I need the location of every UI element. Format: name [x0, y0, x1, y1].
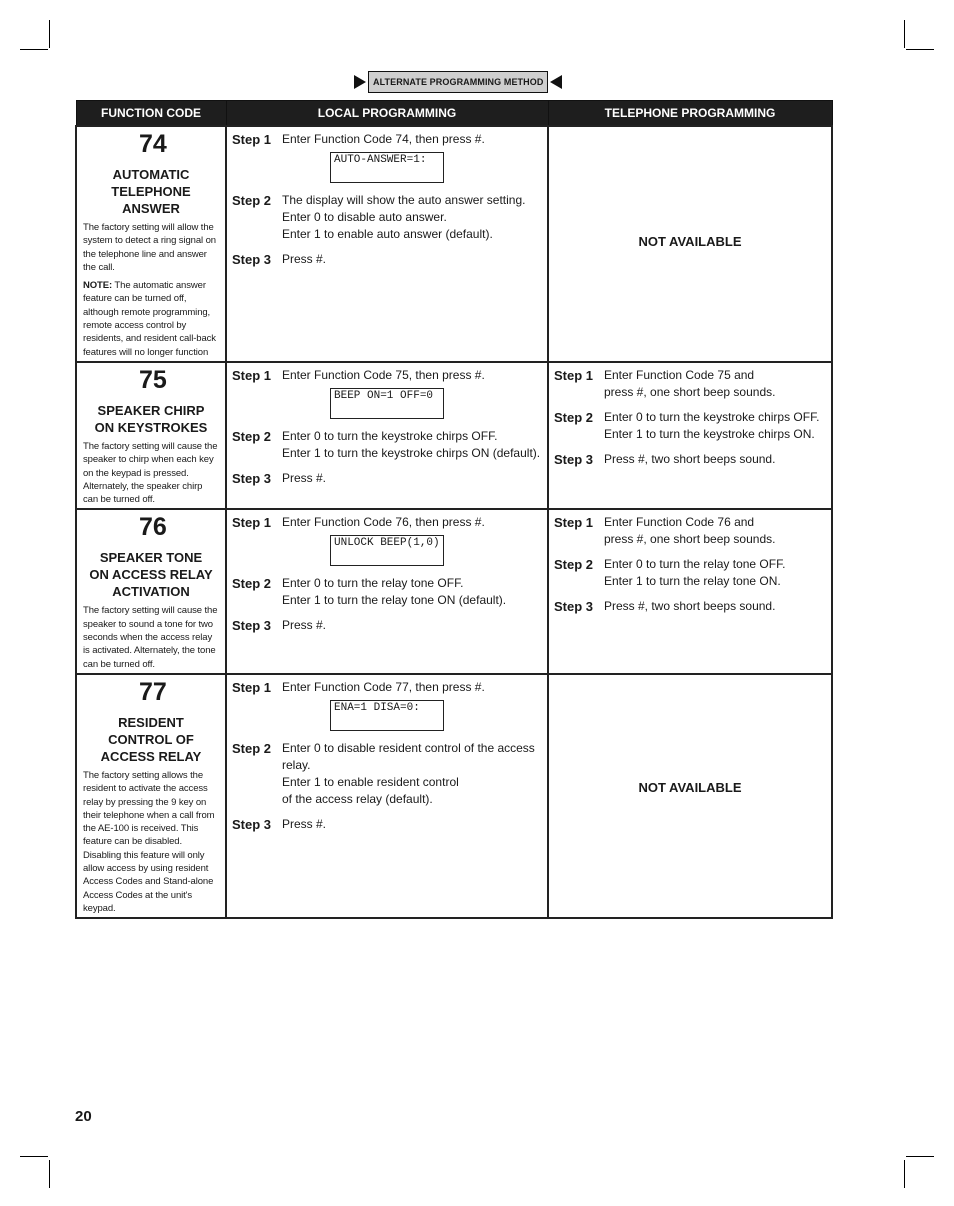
function-code-number: 75 [139, 365, 167, 394]
crop-mark [20, 1156, 48, 1157]
column-header-function-code: FUNCTION CODE [76, 101, 226, 127]
function-code-cell [76, 126, 226, 362]
function-code-title: SPEAKER CHIRP ON KEYSTROKES [94, 402, 208, 435]
method-banner [354, 71, 562, 93]
crop-mark [906, 1156, 934, 1157]
column-header-telephone-programming: TELEPHONE PROGRAMMING [548, 101, 832, 127]
function-note: NOTE: The automatic answer feature can be turned off, although remote programming, remote access control by residents, and resident call-back features will no longer function [83, 280, 216, 358]
step-3: Step 3 Press #. [232, 470, 327, 486]
function-code-cell [76, 509, 226, 673]
table-row-76 [76, 509, 832, 673]
step-1: Step 1 Enter Function Code 75, then press #. [232, 367, 485, 383]
function-description: The factory setting allows the resident to activate the access relay by pressing the 9 key on their telephone when a call from the AE-100 is received. This feature can be disabled. Disabling this feature will only allow access by using resident Access Codes and Stand-alone Access Codes at the unit's keypad. [83, 769, 215, 914]
step-2: Step 2 Enter 0 to turn the keystroke chirps OFF. Enter 1 to turn the keystroke chirps ON. [554, 409, 820, 441]
function-description: The factory setting will allow the system to detect a ring signal on the telephone line and answer the call. [83, 222, 216, 273]
function-code-cell [76, 674, 226, 918]
table-row-77 [76, 674, 832, 918]
step-2: Step 2 Enter 0 to turn the keystroke chirps OFF. Enter 1 to turn the keystroke chirps ON (default). [232, 428, 541, 460]
step-3: Step 3 Press #. [232, 252, 327, 267]
crop-mark [904, 20, 905, 48]
lcd-display: BEEP ON=1 OFF=0 [330, 388, 444, 419]
local-programming-cell [226, 674, 548, 918]
lcd-display: ENA=1 DISA=0: [330, 700, 444, 731]
method-label: ALTERNATE PROGRAMMING METHOD [368, 71, 548, 93]
table-header-row [76, 101, 832, 127]
page-number: 20 [75, 1108, 92, 1125]
function-code-cell [76, 362, 226, 509]
table-row-74 [76, 126, 832, 362]
function-code-number: 74 [139, 130, 167, 158]
arrow-left-icon [550, 75, 562, 89]
function-code-title: SPEAKER TONE ON ACCESS RELAY ACTIVATION [89, 550, 213, 600]
crop-mark [49, 1160, 50, 1188]
crop-mark [904, 1160, 905, 1188]
function-code-title: AUTOMATIC TELEPHONE ANSWER [111, 167, 191, 216]
step-3: Step 3 Press #, two short beeps sound. [554, 599, 776, 615]
step-1: Step 1 Enter Function Code 74, then press #. [232, 132, 485, 147]
crop-mark [20, 49, 48, 50]
step-2: Step 2 Enter 0 to disable resident control of the access relay. Enter 1 to enable resident control of the access relay (default). [232, 740, 535, 806]
telephone-programming-cell [548, 509, 832, 673]
column-header-local-programming: LOCAL PROGRAMMING [226, 101, 548, 127]
not-available-label: NOT AVAILABLE [638, 234, 742, 249]
function-code-number: 77 [139, 677, 167, 706]
step-1: Step 1 Enter Function Code 76, then press #. [232, 515, 485, 531]
local-programming-cell [226, 126, 548, 362]
step-3: Step 3 Press #, two short beeps sound. [554, 451, 776, 467]
function-description: The factory setting will cause the speaker to sound a tone for two seconds when the access relay is activated. Alternately, the tone can be turned off. [83, 605, 218, 670]
table-row-75 [76, 362, 832, 509]
local-programming-cell [226, 362, 548, 509]
crop-mark [906, 49, 934, 50]
step-3: Step 3 Press #. [232, 618, 327, 634]
step-2: Step 2 Enter 0 to turn the relay tone OFF. Enter 1 to turn the relay tone ON. [554, 557, 786, 589]
function-description: The factory setting will cause the speaker to chirp when each key on the keypad is pressed. Alternately, the speaker chirp can be turned off. [83, 440, 218, 506]
telephone-programming-cell [548, 362, 832, 509]
local-programming-cell [226, 509, 548, 673]
lcd-display: UNLOCK BEEP(1,0) [330, 535, 444, 566]
step-1: Step 1 Enter Function Code 77, then press #. [232, 679, 485, 695]
crop-mark [49, 20, 50, 48]
step-1: Step 1 Enter Function Code 76 and press #, one short beep sounds. [554, 515, 776, 547]
step-2: Step 2 The display will show the auto answer setting. Enter 0 to disable auto answer. Enter 1 to enable auto answer (default). [232, 193, 526, 241]
arrow-right-icon [354, 75, 366, 89]
function-code-title: RESIDENT CONTROL OF ACCESS RELAY [100, 714, 202, 764]
telephone-programming-cell [548, 126, 832, 362]
step-1: Step 1 Enter Function Code 75 and press #, one short beep sounds. [554, 367, 776, 399]
lcd-display: AUTO-ANSWER=1: [330, 152, 444, 183]
not-available-label: NOT AVAILABLE [638, 779, 742, 795]
step-2: Step 2 Enter 0 to turn the relay tone OFF. Enter 1 to turn the relay tone ON (default). [232, 576, 507, 608]
programming-table [75, 100, 833, 919]
function-code-number: 76 [139, 513, 167, 542]
telephone-programming-cell [548, 674, 832, 918]
step-3: Step 3 Press #. [232, 816, 327, 832]
